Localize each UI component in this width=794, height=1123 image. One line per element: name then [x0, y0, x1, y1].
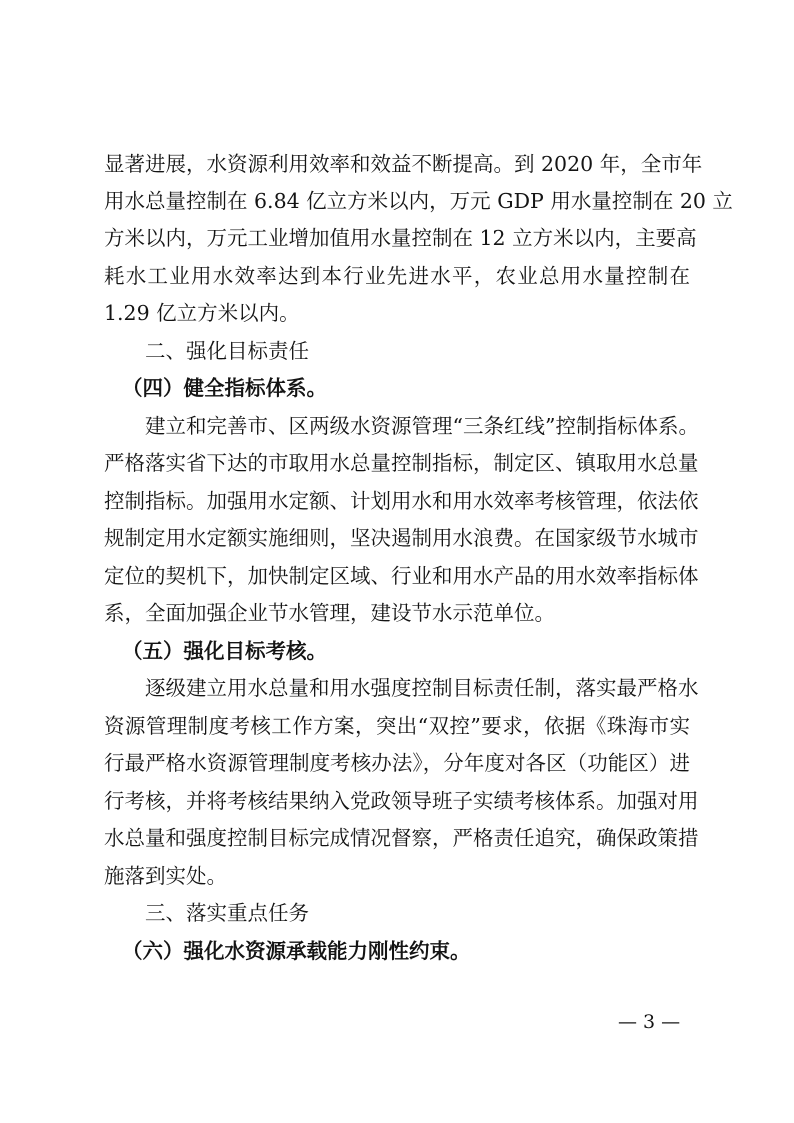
paragraph-4-line-5: 定位的契机下，加快制定区域、行业和用水产品的用水效率指标体 — [104, 564, 699, 588]
paragraph-4-line-3: 控制指标。加强用水定额、计划用水和用水效率考核管理，依法依 — [104, 489, 699, 513]
subsection-heading-4: （四）健全指标体系。 — [122, 376, 327, 400]
paragraph-5-line-2: 资源管理制度考核工作方案，突出“双控”要求，依据《珠海市实 — [104, 714, 690, 738]
paragraph-1-line-2: 用水总量控制在 6.84 亿立方米以内，万元 GDP 用水量控制在 20 立 — [104, 189, 733, 213]
subsection-heading-6: （六）强化水资源承载能力刚性约束。 — [122, 939, 471, 963]
paragraph-4-line-6: 系，全面加强企业节水管理，建设节水示范单位。 — [104, 601, 555, 625]
subsection-heading-5: （五）强化目标考核。 — [122, 639, 327, 663]
paragraph-5-line-5: 水总量和强度控制目标完成情况督察，严格责任追究，确保政策措 — [104, 826, 699, 850]
paragraph-4-line-1: 建立和完善市、区两级水资源管理“三条红线”控制指标体系。 — [145, 414, 699, 438]
paragraph-1-line-3: 方米以内，万元工业增加值用水量控制在 12 立方米以内，主要高 — [104, 226, 697, 250]
paragraph-5-line-6: 施落到实处。 — [104, 864, 227, 888]
paragraph-5-line-4: 行考核，并将考核结果纳入党政领导班子实绩考核体系。加强对用 — [104, 789, 699, 813]
paragraph-5-line-1: 逐级建立用水总量和用水强度控制目标责任制，落实最严格水 — [145, 676, 699, 700]
paragraph-4-line-4: 规制定用水定额实施细则，坚决遏制用水浪费。在国家级节水城市 — [104, 526, 699, 550]
page-number: — 3 — — [618, 1011, 681, 1033]
paragraph-5-line-3: 行最严格水资源管理制度考核办法》，分年度对各区（功能区）进 — [104, 751, 690, 775]
paragraph-1-line-1: 显著进展，水资源利用效率和效益不断提高。到 2020 年，全市年 — [104, 152, 703, 176]
section-heading-3: 三、落实重点任务 — [145, 901, 309, 925]
paragraph-1-line-5: 1.29 亿立方米以内。 — [104, 301, 300, 325]
paragraph-1-line-4: 耗水工业用水效率达到本行业先进水平，农业总用水量控制在 — [104, 264, 690, 288]
section-heading-2: 二、强化目标责任 — [145, 339, 309, 363]
paragraph-4-line-2: 严格落实省下达的市取用水总量控制指标，制定区、镇取用水总量 — [104, 451, 699, 475]
